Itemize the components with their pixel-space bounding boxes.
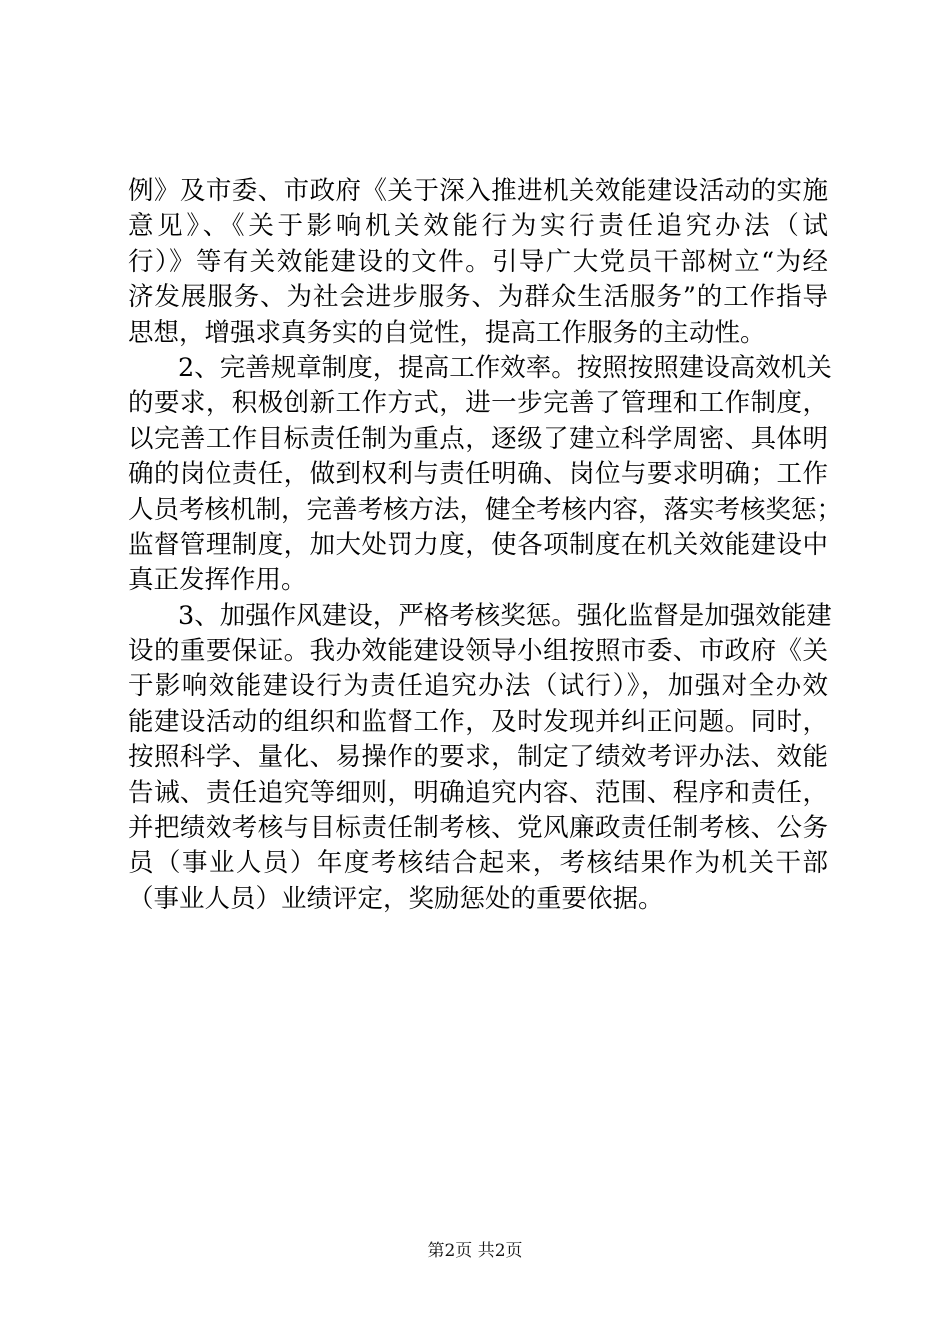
text-line: 确的岗位责任，做到权利与责任明确、岗位与要求明确；工作: [128, 459, 828, 490]
text-line: 的要求，积极创新工作方式，进一步完善了管理和工作制度，: [128, 388, 828, 419]
text-line: 于影响效能建设行为责任追究办法（试行）》，加强对全办效: [128, 671, 828, 702]
document-body: [128, 174, 843, 917]
text-line: 意见》、《关于影响机关效能行为实行责任追究办法（试: [128, 211, 828, 242]
text-line: （事业人员）业绩评定，奖励惩处的重要依据。: [128, 883, 664, 914]
text-line: 监督管理制度，加大处罚力度，使各项制度在机关效能建设中: [128, 529, 828, 560]
text-line: 人员考核机制，完善考核方法，健全考核内容，落实考核奖惩；: [128, 494, 843, 525]
text-line: 设的重要保证。我办效能建设领导小组按照市委、市政府《关: [128, 636, 828, 667]
text-line: 思想，增强求真务实的自觉性，提高工作服务的主动性。: [128, 317, 766, 348]
text-line: 以完善工作目标责任制为重点，逐级了建立科学周密、具体明: [128, 423, 828, 454]
text-line: 能建设活动的组织和监督工作，及时发现并纠正问题。同时，: [128, 706, 828, 737]
text-line: 员（事业人员）年度考核结合起来，考核结果作为机关干部: [128, 848, 828, 879]
text-line: 真正发挥作用。: [128, 565, 307, 596]
text-line: 济发展服务、为社会进步服务、为群众生活服务”的工作指导: [128, 282, 828, 313]
paragraph-3-first-line: 3、加强作风建设，严格考核奖惩。强化监督是加强效能建: [178, 600, 832, 631]
text-line: 并把绩效考核与目标责任制考核、党风廉政责任制考核、公务: [128, 813, 828, 844]
paragraph-2-first-line: 2、完善规章制度，提高工作效率。按照按照建设高效机关: [178, 352, 832, 383]
text-line: 例》及市委、市政府《关于深入推进机关效能建设活动的实施: [128, 176, 828, 206]
text-line: 按照科学、量化、易操作的要求，制定了绩效考评办法、效能: [128, 742, 828, 773]
text-line: 告诫、责任追究等细则，明确追究内容、范围、程序和责任，: [128, 777, 828, 808]
page-number-footer: 第2页 共2页: [427, 1241, 523, 1261]
text-line: 行）》等有关效能建设的文件。引导广大党员干部树立“为经: [128, 246, 828, 277]
